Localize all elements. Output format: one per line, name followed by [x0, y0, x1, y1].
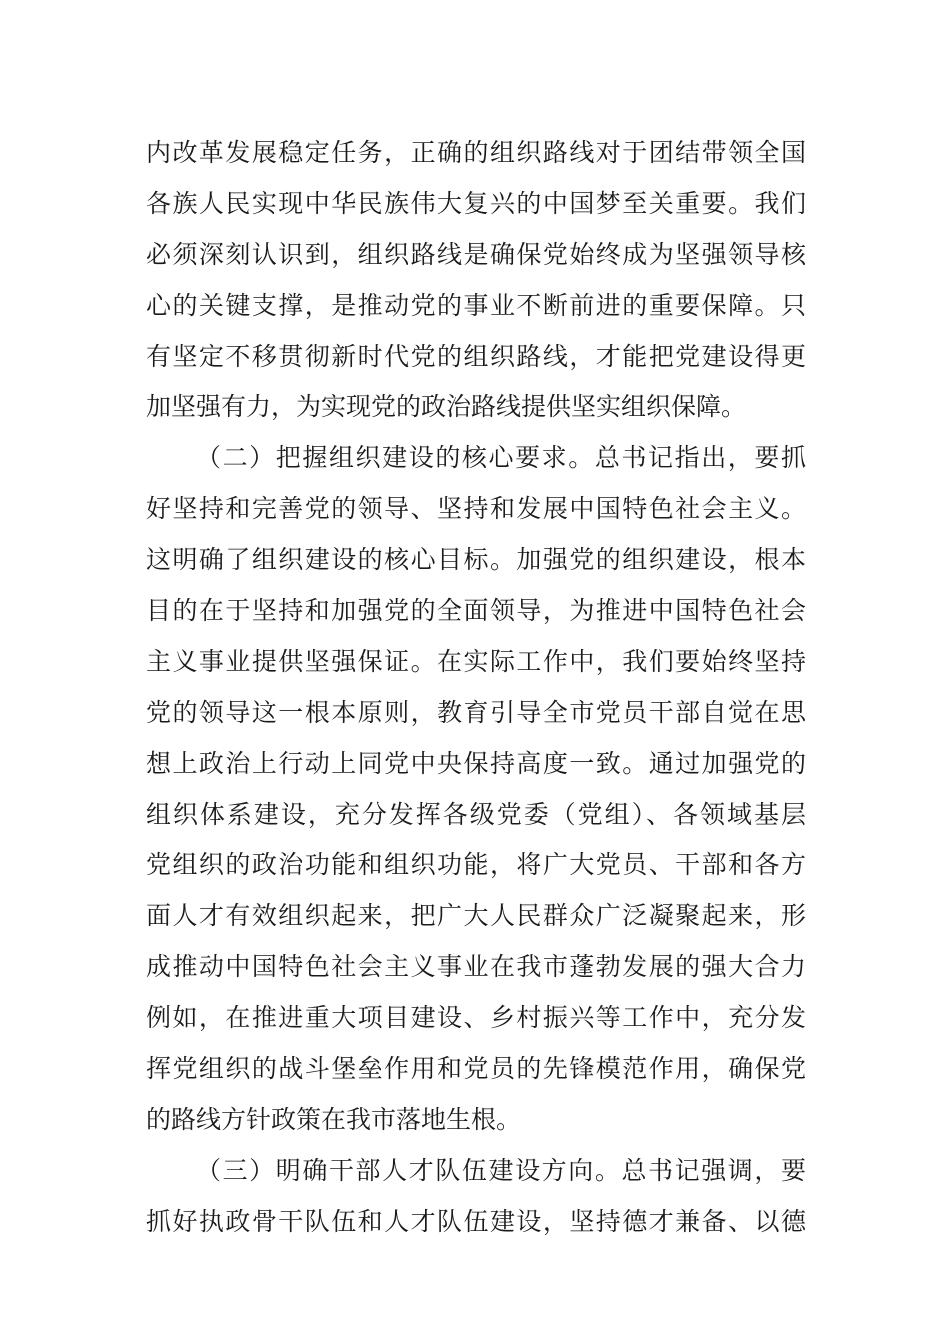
text-line: 好坚持和完善党的领导、坚持和发展中国特色社会主义。: [146, 494, 806, 524]
text-line: 例如，在推进重大项目建设、乡村振兴等工作中，充分发: [146, 1003, 806, 1033]
text-line: 挥党组织的战斗堡垒作用和党员的先锋模范作用，确保党: [146, 1054, 806, 1084]
text-line: 这明确了组织建设的核心目标。加强党的组织建设，根本: [146, 545, 806, 575]
text-line: 党的领导这一根本原则，教育引导全市党员干部自觉在思: [146, 697, 806, 727]
text-line: 目的在于坚持和加强党的全面领导，为推进中国特色社会: [146, 596, 806, 626]
text-line: 心的关键支撑，是推动党的事业不断前进的重要保障。只: [146, 290, 806, 320]
document-body: [146, 128, 806, 1248]
text-line: 成推动中国特色社会主义事业在我市蓬勃发展的强大合力: [146, 952, 806, 982]
text-line: 面人才有效组织起来，把广大人民群众广泛凝聚起来，形: [146, 901, 806, 931]
section-heading-line: （二）把握组织建设的核心要求。总书记指出，要抓: [196, 443, 806, 473]
text-line: 党组织的政治功能和组织功能，将广大党员、干部和各方: [146, 850, 806, 880]
text-line: 抓好执政骨干队伍和人才队伍建设，坚持德才兼备、以德: [146, 1206, 806, 1236]
text-line: 各族人民实现中华民族伟大复兴的中国梦至关重要。我们: [146, 188, 806, 218]
text-line: 内改革发展稳定任务，正确的组织路线对于团结带领全国: [146, 138, 806, 167]
text-line: 的路线方针政策在我市落地生根。: [146, 1104, 522, 1134]
section-heading-line: （三）明确干部人才队伍建设方向。总书记强调，要: [196, 1155, 806, 1185]
text-line: 组织体系建设，充分发挥各级党委（党组）、各领域基层: [146, 799, 806, 829]
text-line: 有坚定不移贯彻新时代党的组织路线，才能把党建设得更: [146, 341, 806, 371]
text-line: 主义事业提供坚强保证。在实际工作中，我们要始终坚持: [146, 646, 806, 676]
text-line: 想上政治上行动上同党中央保持高度一致。通过加强党的: [146, 748, 806, 778]
text-line: 加坚强有力，为实现党的政治路线提供坚实组织保障。: [146, 392, 747, 422]
text-line: 必须深刻认识到，组织路线是确保党始终成为坚强领导核: [146, 239, 806, 269]
